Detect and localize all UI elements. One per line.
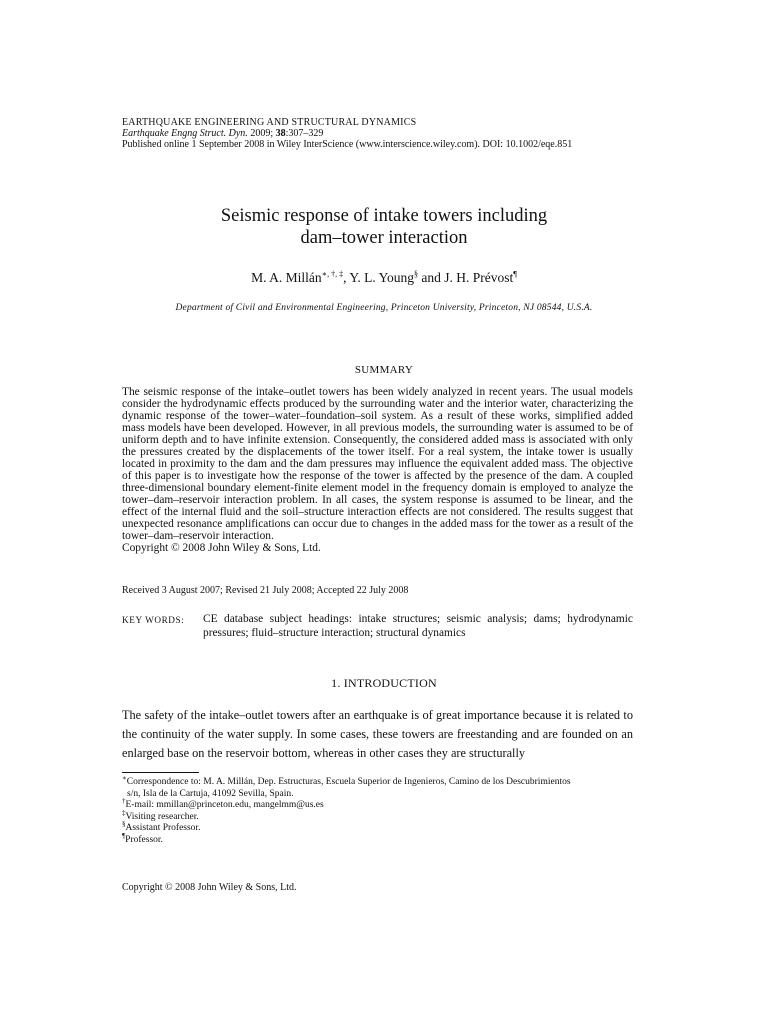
footnote-text: Visiting researcher.	[125, 811, 199, 822]
footnote-rule	[122, 772, 199, 773]
author-separator: and	[417, 270, 445, 285]
introduction-body: The safety of the intake–outlet towers after an earthquake is of great importance because it is related to the continuity of the water supply. In some cases, these towers are freestanding and are founded on an enlarged base on the reservoir bottom, whereas in other cases they are structurally	[122, 708, 633, 760]
footnote-correspondence	[122, 773, 633, 789]
author-list	[0, 270, 768, 286]
author-1-marks: ∗, †, ‡	[321, 269, 344, 279]
affiliation: Department of Civil and Environmental Engineering, Princeton University, Princeton, NJ 08544, U.S.A.	[175, 303, 593, 313]
citation-pages: :307–329	[285, 128, 324, 139]
footnote-email	[122, 796, 633, 812]
title-line-1: Seismic response of intake towers including	[220, 206, 548, 226]
published-line: Published online 1 September 2008 in Wiley InterScience (www.interscience.wiley.com). DOI: 10.1002/eqe.851	[122, 139, 573, 150]
author-1: M. A. Millán	[251, 270, 322, 285]
summary-heading: SUMMARY	[354, 364, 414, 376]
footnote-mark: †	[122, 796, 126, 805]
keywords-label: KEY WORDS:	[122, 615, 185, 625]
author-2: Y. L. Young	[349, 270, 414, 285]
footnote-correspondence-cont: s/n, Isla de la Cartuja, 41092 Sevilla, Spain.	[127, 788, 294, 799]
citation-year: 2009;	[247, 128, 276, 139]
footnote-mark: ‡	[122, 808, 126, 817]
citation-abbrev: Earthquake Engng Struct. Dyn.	[122, 128, 248, 139]
paper-title	[0, 205, 768, 249]
journal-citation	[122, 128, 323, 139]
footnotes	[122, 773, 633, 846]
footnote-visiting	[122, 808, 633, 824]
citation-volume: 38	[275, 128, 286, 139]
footnote-assistant	[122, 819, 633, 835]
footnote-mark: ¶	[122, 831, 126, 840]
author-3: J. H. Prévost	[444, 270, 514, 285]
author-3-marks: ¶	[513, 269, 517, 279]
summary-text: The seismic response of the intake–outlet towers has been widely analyzed in recent years. The usual models consider the hydrodynamic effects produced by the surrounding water and the interior water, characterizing the dynamic response of the tower–water–foundation–soil system. As a result of these works, simplified added mass models have been developed. However, in all previous models, the surrounding water is assumed to be of uniform depth and to have infinite extension. Consequently, the considered added mass is associated with only the pressures created by the displacements of the tower itself. For a real system, the intake tower is usually located in proximity to the dam and the dam pressures may influence the equivalent added mass. The objective of this paper is to investigate how the response of the tower is affected by the presence of the dam. A coupled three-dimensional boundary element-finite element model in the frequency domain is employed to analyze the tower–dam–reservoir interaction problem. In all cases, the system response is assumed to be linear, and the effect of the internal fluid and the soil–structure interaction effects are not considered. The results suggest that unexpected resonance amplifications can occur due to changes in the added mass for the tower as a result of the tower–dam–reservoir interaction.	[122, 386, 633, 542]
footnote-text: E-mail: mmillan@princeton.edu, mangelmm@us.es	[125, 800, 324, 810]
journal-name: EARTHQUAKE ENGINEERING AND STRUCTURAL DYNAMICS	[122, 117, 417, 128]
summary-copyright: Copyright © 2008 John Wiley & Sons, Ltd.	[122, 542, 321, 554]
footnote-text: Professor.	[125, 834, 163, 845]
footnote-mark: §	[122, 819, 126, 828]
keywords-text: CE database subject headings: intake structures; seismic analysis; dams; hydrodynamic pressures; fluid–structure interaction; structural dynamics	[203, 613, 633, 639]
footnote-professor	[122, 831, 633, 847]
title-line-2: dam–tower interaction	[300, 228, 468, 248]
received-dates: Received 3 August 2007; Revised 21 July 2008; Accepted 22 July 2008	[122, 585, 409, 596]
introduction-heading: 1. INTRODUCTION	[331, 676, 437, 690]
footnote-text: Correspondence to: M. A. Millán, Dep. Estructuras, Escuela Superior de Ingenieros, Camino de los Descubrimientos	[126, 777, 571, 787]
author-2-marks: §	[413, 269, 418, 279]
summary-body	[122, 386, 633, 554]
footnote-text: Assistant Professor.	[125, 823, 201, 833]
footnote-mark: ∗	[122, 773, 127, 782]
footer-copyright: Copyright © 2008 John Wiley & Sons, Ltd.	[122, 882, 297, 893]
author-separator: ,	[343, 270, 350, 285]
